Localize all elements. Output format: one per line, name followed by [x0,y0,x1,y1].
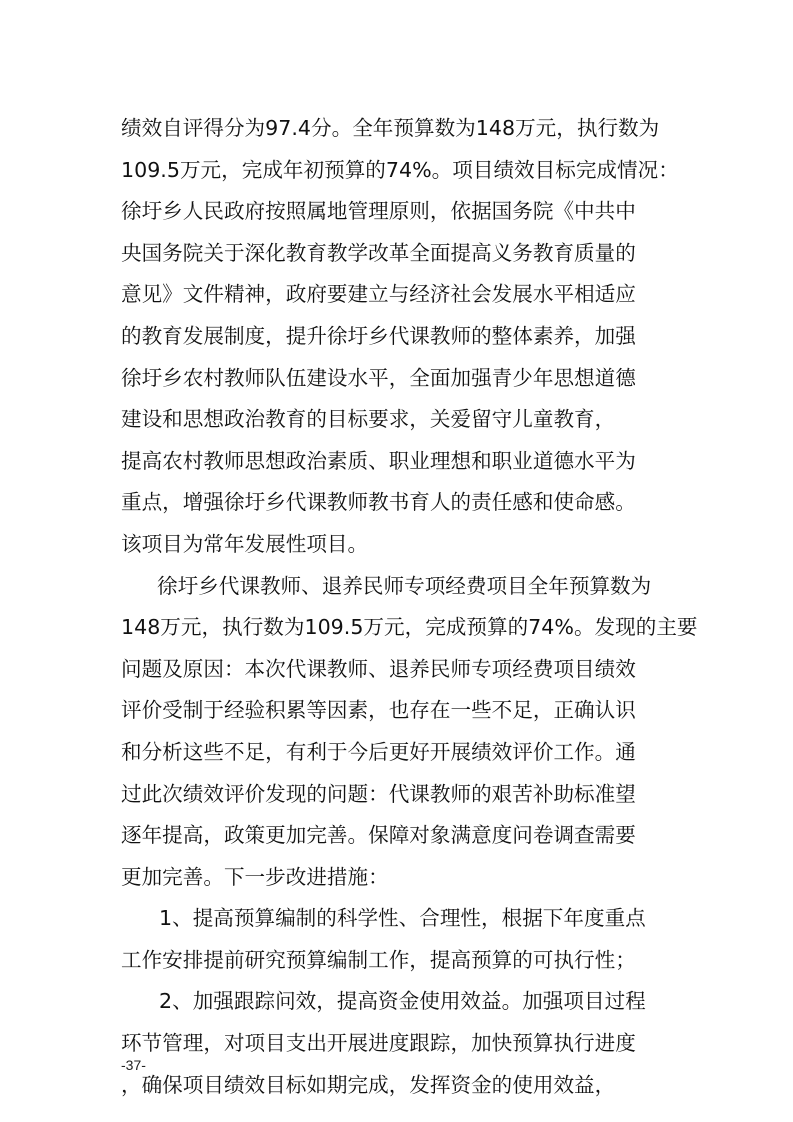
text-line: 绩效自评得分为97.4分。全年预算数为148万元，执行数为 [121,116,660,140]
text-line: 徐圩乡人民政府按照属地管理原则，依据国务院《中共中 [121,199,636,224]
text-line: 和分析这些不足，有利于今后更好开展绩效评价工作。通 [121,739,636,764]
page-number: -37- [121,1057,146,1073]
text-line: 更加完善。下一步改进措施： [121,864,389,889]
text-line: 央国务院关于深化教育教学改革全面提高义务教育质量的 [121,240,636,265]
text-line: 徐圩乡农村教师队伍建设水平，全面加强青少年思想道德 [121,365,636,390]
text-line: 109.5万元，完成年初预算的74%。项目绩效目标完成情况： [121,157,679,182]
text-line: 意见》文件精神，政府要建立与经济社会发展水平相适应 [121,282,636,307]
text-line: 工作安排提前研究预算编制工作，提高预算的可执行性； [121,947,636,972]
text-line: 问题及原因：本次代课教师、退养民师专项经费项目绩效 [121,656,636,681]
text-line: 过此次绩效评价发现的问题：代课教师的艰苦补助标准望 [121,781,636,806]
text-line: 评价受制于经验积累等因素，也存在一些不足，正确认识 [121,698,636,723]
text-line: 重点，增强徐圩乡代课教师教书育人的责任感和使命感。 [121,490,636,515]
text-line: 建设和思想政治教育的目标要求，关爱留守儿童教育， [121,407,616,432]
text-line: 环节管理，对项目支出开展进度跟踪，加快预算执行进度 [121,1031,636,1056]
text-line: 逐年提高，政策更加完善。保障对象满意度问卷调查需要 [121,823,636,848]
text-line: ，确保项目绩效目标如期完成，发挥资金的使用效益， [121,1072,616,1097]
body-text [121,108,698,1106]
list-item-1-line: 1、提高预算编制的科学性、合理性，根据下年度重点 [159,906,646,931]
list-item-2-line: 2、加强跟踪问效，提高资金使用效益。加强项目过程 [159,989,646,1014]
text-line: 148万元，执行数为109.5万元，完成预算的74%。发现的主要 [121,615,698,640]
paragraph-start-line: 徐圩乡代课教师、退养民师专项经费项目全年预算数为 [157,573,652,598]
text-line: 该项目为常年发展性项目。 [121,531,369,556]
text-line: 的教育发展制度，提升徐圩乡代课教师的整体素养，加强 [121,323,636,348]
text-line: 提高农村教师思想政治素质、职业理想和职业道德水平为 [121,448,636,473]
